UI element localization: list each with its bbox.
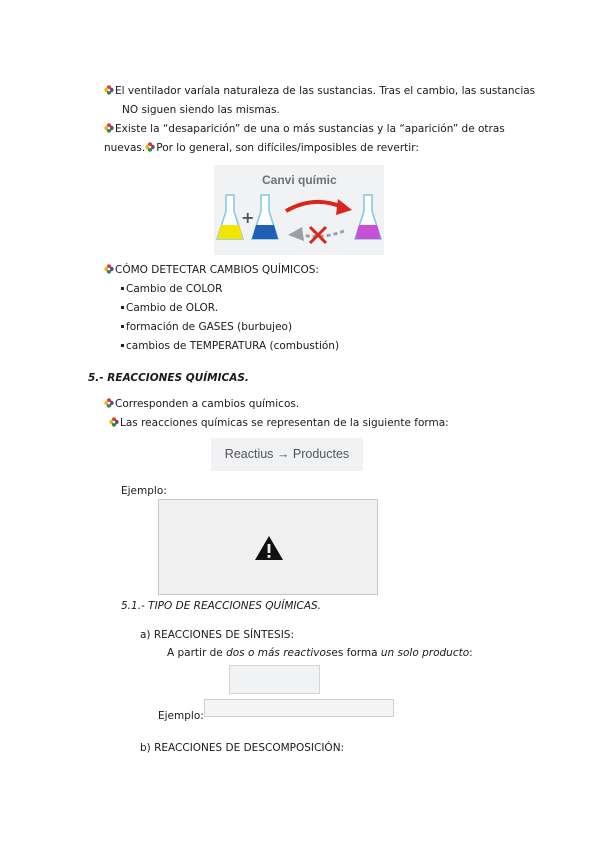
intro-line-1-text: El ventilador varíala naturaleza de las sustancias. Tras el cambio, las sustancias <box>115 85 536 97</box>
blue-liquid <box>252 225 278 239</box>
synthesis-image-box <box>229 665 320 694</box>
intro-line-3 <box>104 123 505 135</box>
detect-item: Cambio de COLOR <box>121 283 222 295</box>
flower-bullet-icon <box>104 398 114 408</box>
flower-bullet-icon <box>104 85 114 95</box>
flower-bullet-icon <box>145 142 155 152</box>
flask-illustration <box>214 165 384 255</box>
intro-line-4 <box>104 142 419 154</box>
missing-image-placeholder <box>158 499 378 595</box>
sub51-title: 5.1.- TIPO DE REACCIONES QUÍMICAS. <box>121 600 322 612</box>
synthesis-ejemplo-label: Ejemplo: <box>158 710 204 722</box>
formula-products: Productes <box>292 447 350 461</box>
flower-bullet-icon <box>109 417 119 427</box>
formula-text <box>211 447 363 461</box>
intro-line-2: NO siguen siendo las mismas. <box>122 104 280 116</box>
detect-item: formación de GASES (burbujeo) <box>121 321 292 333</box>
cross-icon <box>310 227 326 243</box>
gray-arrow-icon <box>288 227 304 241</box>
synthesis-title: a) REACCIONES DE SÍNTESIS: <box>140 629 294 641</box>
red-arrow-icon <box>336 199 352 215</box>
decomposition-title: b) REACCIONES DE DESCOMPOSICIÓN: <box>140 742 345 754</box>
section5-p1 <box>104 398 299 410</box>
svg-text:+: + <box>241 208 255 227</box>
figure-title: Canvi químic <box>262 173 337 187</box>
chemical-change-figure <box>214 165 384 255</box>
synthesis-example-box <box>204 699 394 717</box>
intro-line-4a: nuevas. <box>104 142 146 154</box>
intro-line-3-text: Existe la “desaparición” de una o más sustancias y la “aparición” de otras <box>115 123 505 135</box>
detect-title <box>104 264 319 276</box>
intro-line-4b: Por lo general, son difíciles/imposibles de revertir: <box>156 142 419 154</box>
intro-line-1 <box>104 85 535 97</box>
flower-bullet-icon <box>104 123 114 133</box>
detect-item: Cambio de OLOR. <box>121 302 218 314</box>
flower-bullet-icon <box>104 264 114 274</box>
section-5-heading: 5.- REACCIONES QUÍMICAS. <box>88 372 249 384</box>
yellow-liquid <box>217 225 243 239</box>
section5-p1-text: Corresponden a cambios químicos. <box>115 398 300 410</box>
detect-item: cambios de TEMPERATURA (combustión) <box>121 340 339 352</box>
section5-p2-text: Las reacciones químicas se representan de la siguiente forma: <box>120 417 449 429</box>
synthesis-text: A partir de dos o más reactivoses forma un solo producto: <box>167 647 473 659</box>
section5-p2 <box>109 417 449 429</box>
warning-icon <box>254 535 284 561</box>
purple-liquid <box>355 225 381 239</box>
arrow-right-icon: → <box>276 447 290 461</box>
formula-reactants: Reactius <box>224 447 274 461</box>
formula-box <box>211 438 363 471</box>
ejemplo-label: Ejemplo: <box>121 485 167 497</box>
detect-title-text: CÓMO DETECTAR CAMBIOS QUÍMICOS: <box>115 264 319 276</box>
